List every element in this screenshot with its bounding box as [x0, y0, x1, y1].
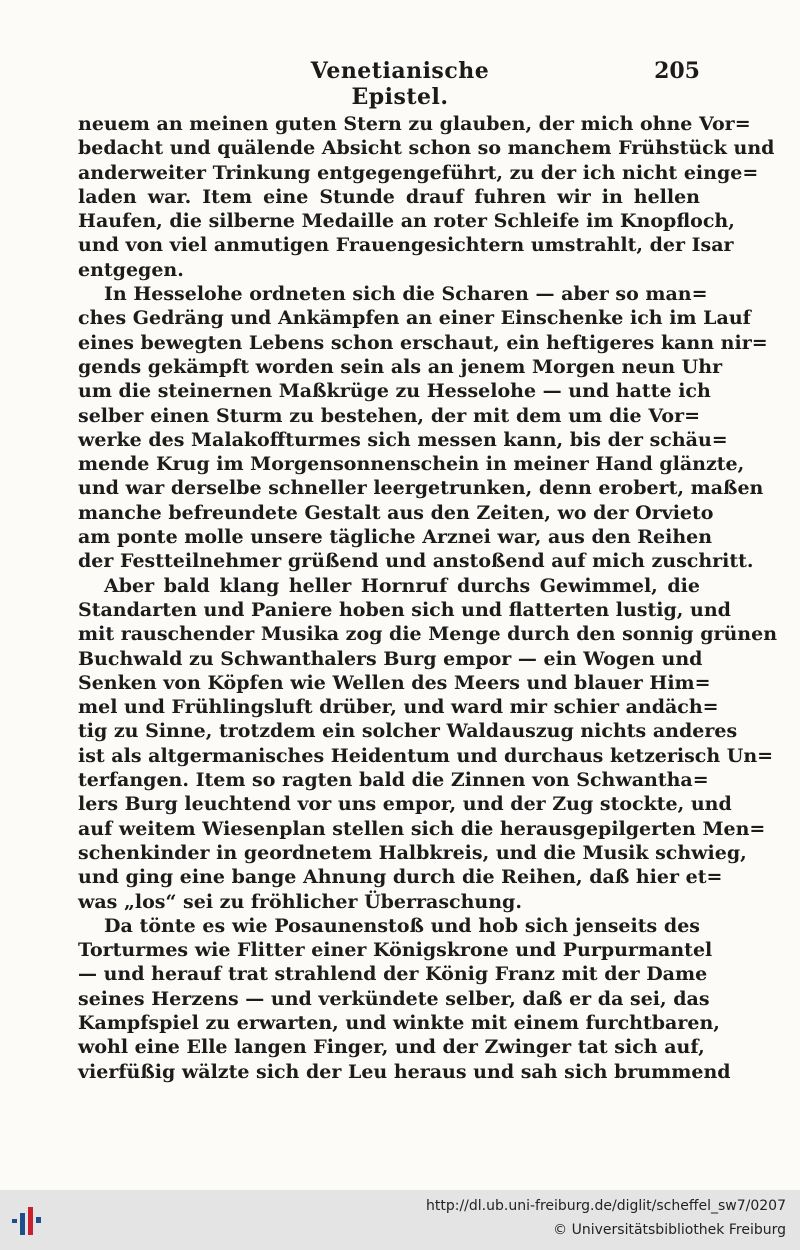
- text-line: und war derselbe schneller leergetrunken, denn erobert, maßen: [78, 477, 764, 500]
- text-line: Da tönte es wie Posaunenstoß und hob sich jenseits des: [104, 914, 700, 937]
- text-line: mel und Frühlingsluft drüber, und ward mir schier andäch=: [78, 696, 719, 719]
- text-line: Senken von Köpfen wie Wellen des Meers und blauer Him=: [78, 671, 711, 694]
- text-line: neuem an meinen guten Stern zu glauben, der mich ohne Vor=: [78, 113, 751, 135]
- text-line: der Festteilnehmer grüßend und anstoßend auf mich zuschritt.: [78, 550, 754, 573]
- text-line: mit rauschender Musika zog die Menge durch den sonnig grünen: [78, 623, 778, 646]
- footer-bar: [0, 1190, 800, 1250]
- logo-bar-red: [28, 1207, 33, 1235]
- text-line: um die steinernen Maßkrüge zu Hesselohe — und hatte ich: [78, 380, 711, 403]
- text-line: In Hesselohe ordneten sich die Scharen — aber so man=: [104, 283, 708, 306]
- text-line: werke des Malakoffturmes sich messen kann, bis der schäu=: [78, 428, 728, 451]
- text-line: ches Gedräng und Ankämpfen an einer Einschenke ich im Lauf: [78, 307, 751, 330]
- text-line: anderweiter Trinkung entgegengeführt, zu der ich nicht einge=: [78, 161, 759, 184]
- text-line: seines Herzens — und verkündete selber, daß er da sei, das: [78, 987, 710, 1010]
- text-line: auf weitem Wiesenplan stellen sich die herausgepilgerten Men=: [78, 817, 766, 840]
- logo-bar-tall: [20, 1213, 25, 1235]
- text-line: was „los“ sei zu fröhlicher Überraschung.: [78, 890, 522, 913]
- page-title: Venetianische Epistel.: [310, 58, 490, 110]
- text-line: ist als altgermanisches Heidentum und durchaus ketzerisch Un=: [78, 744, 774, 767]
- text-line: Buchwald zu Schwanthalers Burg empor — ein Wogen und: [78, 647, 703, 670]
- text-line: manche befreundete Gestalt aus den Zeiten, wo der Orvieto: [78, 501, 714, 524]
- text-line: terfangen. Item so ragten bald die Zinnen von Schwantha=: [78, 769, 709, 792]
- text-line: bedacht und quälende Absicht schon so manchem Frühstück und: [78, 137, 775, 160]
- text-line: — und herauf trat strahlend der König Franz mit der Dame: [78, 963, 708, 986]
- text-line: schenkinder in geordnetem Halbkreis, und die Musik schwieg,: [78, 841, 747, 864]
- footer-url-link[interactable]: http://dl.ub.uni-freiburg.de/diglit/scheffel_sw7/0207: [426, 1198, 786, 1214]
- text-line: Kampfspiel zu erwarten, und winkte mit einem furchtbaren,: [78, 1011, 720, 1034]
- running-head: [0, 58, 800, 110]
- text-line: mende Krug im Morgensonnenschein in meiner Hand glänzte,: [78, 453, 745, 476]
- text-line: Standarten und Paniere hoben sich und flatterten lustig, und: [78, 598, 731, 621]
- text-line: entgegen.: [78, 258, 184, 281]
- text-line: Aber bald klang heller Hornruf durchs Gewimmel, die: [104, 574, 700, 597]
- logo-bar-right: [36, 1217, 41, 1223]
- page-number: 205: [654, 58, 700, 84]
- text-line: Haufen, die silberne Medaille an roter Schleife im Knopfloch,: [78, 210, 735, 233]
- ub-freiburg-logo-icon[interactable]: [10, 1204, 50, 1238]
- text-line: tig zu Sinne, trotzdem ein solcher Waldauszug nichts anderes: [78, 720, 738, 743]
- text-line: am ponte molle unsere tägliche Arznei war, aus den Reihen: [78, 526, 713, 549]
- text-line: laden war. Item eine Stunde drauf fuhren wir in hellen: [78, 185, 700, 208]
- text-line: gends gekämpft worden sein als an jenem Morgen neun Uhr: [78, 355, 723, 378]
- body-text: [78, 112, 778, 1084]
- footer-copyright: © Universitätsbibliothek Freiburg: [553, 1222, 786, 1238]
- logo-bar-left: [12, 1219, 17, 1223]
- text-line: und von viel anmutigen Frauengesichtern umstrahlt, der Isar: [78, 234, 734, 257]
- text-line: eines bewegten Lebens schon erschaut, ein heftigeres kann nir=: [78, 331, 768, 354]
- text-line: wohl eine Elle langen Finger, und der Zwinger tat sich auf,: [78, 1036, 705, 1059]
- text-line: selber einen Sturm zu bestehen, der mit dem um die Vor=: [78, 404, 700, 427]
- text-line: und ging eine bange Ahnung durch die Reihen, daß hier et=: [78, 866, 723, 889]
- text-line: Torturmes wie Flitter einer Königskrone und Purpurmantel: [78, 939, 713, 962]
- text-line: lers Burg leuchtend vor uns empor, und der Zug stockte, und: [78, 793, 732, 816]
- text-line: vierfüßig wälzte sich der Leu heraus und sah sich brummend: [78, 1060, 731, 1083]
